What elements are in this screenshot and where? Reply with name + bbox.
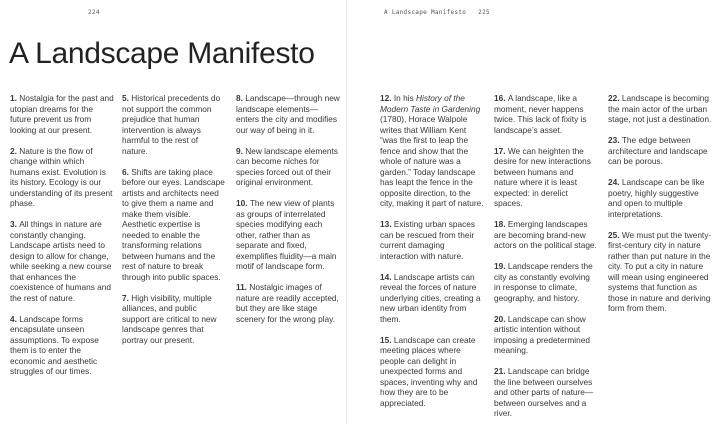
item-text: Landscape is becoming the main actor of the urban stage, not just a destination. bbox=[608, 93, 712, 124]
left-page-header bbox=[88, 9, 100, 16]
manifesto-item bbox=[380, 335, 484, 409]
page-title: A Landscape Manifesto bbox=[9, 37, 315, 70]
item-number: 1. bbox=[10, 93, 20, 103]
item-number: 2. bbox=[10, 145, 20, 156]
left-page-number: 224 bbox=[88, 9, 100, 16]
item-number: 10. bbox=[236, 198, 250, 208]
item-number: 8. bbox=[236, 93, 246, 103]
manifesto-item bbox=[380, 272, 484, 325]
item-text: High visibility, multiple alliances, and public support are critical to new landscape genres that portray our present. bbox=[122, 292, 217, 345]
item-number: 9. bbox=[236, 145, 246, 156]
manifesto-item bbox=[10, 93, 114, 135]
manifesto-item bbox=[10, 146, 114, 209]
manifesto-item bbox=[608, 135, 712, 167]
item-number: 7. bbox=[122, 292, 132, 303]
item-number: 13. bbox=[380, 219, 394, 229]
right-page-number: 225 bbox=[478, 9, 490, 16]
manifesto-item bbox=[608, 93, 712, 125]
item-text: Landscape artists can reveal the forces of nature underlying cities, creating a new urban identity from them. bbox=[380, 271, 481, 324]
manifesto-item bbox=[10, 314, 114, 377]
item-text: The new view of plants as groups of interrelated species modifying each other, rather than as separate and fixed, exemplifies fluidity—a main motif of landscape form. bbox=[236, 198, 337, 271]
item-text: Emerging landscapes are becoming brand-new actors on the political stage. bbox=[494, 219, 597, 250]
manifesto-item bbox=[494, 146, 598, 209]
item-number: 11. bbox=[236, 282, 250, 292]
page-fold-divider bbox=[346, 0, 347, 424]
manifesto-item bbox=[494, 261, 598, 303]
item-number: 4. bbox=[10, 313, 20, 324]
manifesto-item bbox=[608, 177, 712, 219]
manifesto-item bbox=[494, 314, 598, 356]
item-number: 16. bbox=[494, 93, 508, 103]
manifesto-item bbox=[122, 293, 226, 346]
item-text: All things in nature are constantly changing. Landscape artists need to design to allow for change, while seeking a new course that enhances the coexistence of humans and the rest of nature. bbox=[10, 219, 112, 303]
item-number: 17. bbox=[494, 145, 508, 156]
item-number: 21. bbox=[494, 366, 508, 376]
manifesto-item bbox=[10, 219, 114, 303]
item-text: Landscape can create meeting places where people can delight in unexpected forms and spaces, inventing why and how they are to be appreciated. bbox=[380, 334, 478, 408]
text-column-6 bbox=[608, 93, 712, 324]
item-number: 6. bbox=[122, 166, 132, 177]
item-number: 22. bbox=[608, 93, 622, 103]
item-text: Existing urban spaces can be rescued from their current damaging interaction with nature. bbox=[380, 219, 476, 261]
manifesto-item bbox=[236, 93, 340, 135]
text-column-1 bbox=[10, 93, 114, 387]
item-text: Landscape—through new landscape elements—enters the city and modifies our way of being in it. bbox=[236, 93, 340, 135]
text-column-5 bbox=[494, 93, 598, 429]
item-text: Historical precedents do not support the common prejudice that human intervention is always harmful to the rest of nature. bbox=[122, 93, 221, 156]
item-number: 19. bbox=[494, 261, 508, 271]
item-number: 12. bbox=[380, 93, 394, 103]
text-column-2 bbox=[122, 93, 226, 356]
item-text: Nostalgia for the past and utopian dreams for the future prevent us from looking at our present. bbox=[10, 93, 114, 135]
item-text: Shifts are taking place before our eyes. Landscape artists and architects need to give them a name and make them visible. Aesthetic expertise is needed to enable the transforming relations between humans and the rest of nature to break through into public spaces. bbox=[122, 166, 225, 282]
item-number: 20. bbox=[494, 313, 508, 324]
running-title: A Landscape Manifesto bbox=[384, 9, 467, 16]
item-text: We must put the twenty-first-century city in nature rather than put nature in the city. To put a city in nature will mean using engineered systems that function as those in nature and deriving form from them. bbox=[608, 229, 712, 313]
item-number: 5. bbox=[122, 93, 132, 103]
text-column-3 bbox=[236, 93, 340, 335]
manifesto-item bbox=[236, 198, 340, 272]
item-text: Nature is the flow of change within which humans exist. Evolution is its history. Ecology is our understanding of its present phase. bbox=[10, 145, 113, 208]
text-column-4 bbox=[380, 93, 484, 419]
item-number: 14. bbox=[380, 271, 394, 282]
item-number: 18. bbox=[494, 219, 508, 229]
item-text: Nostalgic images of nature are readily accepted, but they are like stage scenery for the wrong play. bbox=[236, 282, 339, 324]
item-text: New landscape elements can become niches for species forced out of their original environment. bbox=[236, 145, 338, 187]
item-text: Landscape can show artistic intention without imposing a predetermined meaning. bbox=[494, 313, 590, 355]
item-number: 25. bbox=[608, 229, 622, 240]
item-text: In his bbox=[393, 93, 416, 103]
manifesto-item bbox=[494, 93, 598, 135]
item-number: 24. bbox=[608, 177, 622, 187]
manifesto-item bbox=[380, 93, 484, 209]
item-text: We can heighten the desire for new interactions between humans and nature where it is least expected: in derelict spaces. bbox=[494, 145, 591, 208]
item-text: Landscape can be like poetry, highly suggestive and open to multiple interpretations. bbox=[608, 177, 705, 219]
manifesto-item bbox=[494, 219, 598, 251]
manifesto-item bbox=[494, 366, 598, 419]
item-text: Landscape forms encapsulate unseen assumptions. To expose them is to enter the economic and aesthetic struggles of our times. bbox=[10, 313, 99, 376]
item-number: 23. bbox=[608, 135, 622, 145]
item-text: The edge between architecture and landscape can be porous. bbox=[608, 135, 708, 166]
item-number: 3. bbox=[10, 219, 20, 229]
item-text: Landscape renders the city as constantly evolving in response to climate, geography, and history. bbox=[494, 261, 593, 303]
manifesto-item bbox=[122, 167, 226, 283]
manifesto-item bbox=[122, 93, 226, 156]
item-text-italic: History of the Modern Taste in Gardening bbox=[380, 93, 481, 114]
item-text: Landscape can bridge the line between ourselves and other parts of nature—between ourselves and a river. bbox=[494, 366, 594, 418]
manifesto-item bbox=[380, 219, 484, 261]
right-page-header bbox=[384, 9, 490, 16]
item-number: 15. bbox=[380, 334, 394, 345]
item-text: (1780), Horace Walpole writes that William Kent “was the first to leap the fence and show that the whole of nature was a garden.” Today landscape has leapt the fence in the opposite direction, to the city, making it part of nature. bbox=[380, 114, 484, 208]
manifesto-item bbox=[236, 282, 340, 324]
item-text: A landscape, like a moment, never happens twice. This lack of fixity is landscape’s asset. bbox=[494, 93, 587, 135]
manifesto-item bbox=[236, 146, 340, 188]
manifesto-item bbox=[608, 230, 712, 314]
